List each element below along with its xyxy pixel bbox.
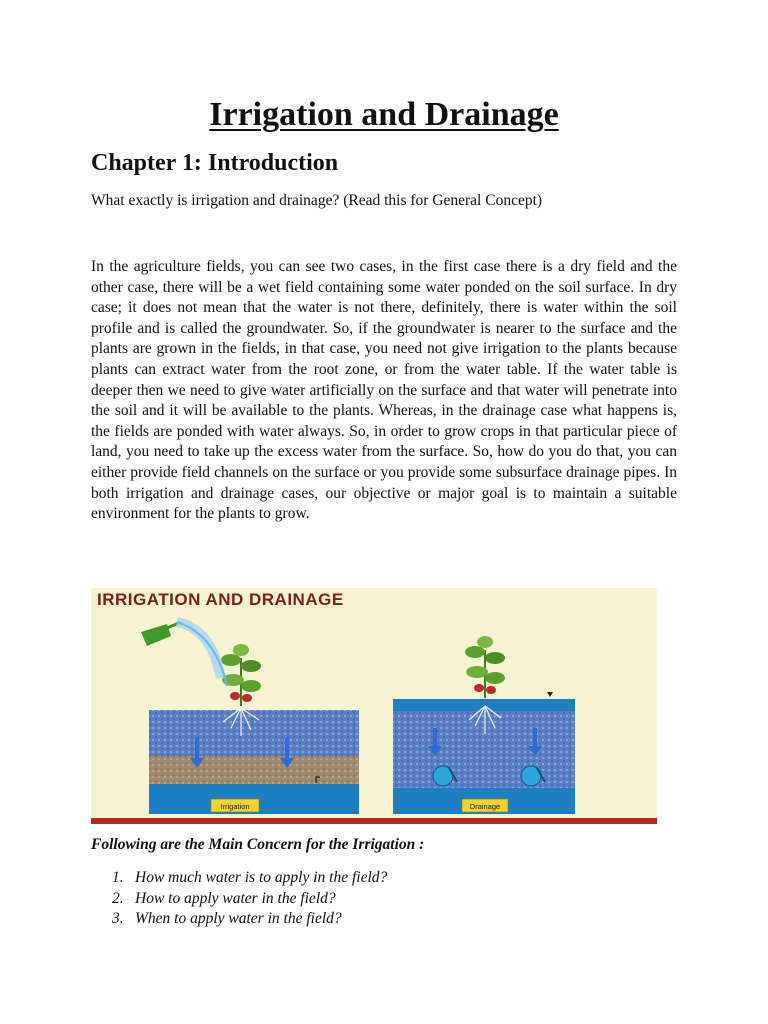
- list-item-number: 1.: [112, 869, 124, 886]
- list-item-text: How much water is to apply in the field?: [135, 869, 388, 886]
- concerns-heading: Following are the Main Concern for the Irrigation :: [91, 836, 425, 853]
- plant-icon: [465, 636, 505, 698]
- figure-banner: IRRIGATION AND DRAINAGE: [97, 590, 344, 609]
- plant-icon: [221, 644, 261, 706]
- irrigation-drainage-figure: [91, 588, 657, 824]
- watering-can-icon: [141, 622, 227, 686]
- list-item-text: How to apply water in the field?: [135, 889, 336, 907]
- irrigation-panel: [141, 622, 359, 814]
- document-title: Irrigation and Drainage: [209, 96, 559, 133]
- list-item: [112, 909, 387, 930]
- drainage-panel: [393, 636, 575, 814]
- irrigation-label: Irrigation: [220, 802, 250, 811]
- drainage-label: Drainage: [469, 802, 501, 811]
- intro-paragraph: In the agriculture fields, you can see two cases, in the first case there is a dry field and the other case, there will be a wet field containing some water ponded on the soil surface. In dry case; it does not mean that the water is not there, definitely, there is water within the soil profile and is called the groundwater. So, if the groundwater is nearer to the surface and the plants are grown in the fields, in that case, you need not give irrigation to the plants because plants can extract water from the root zone, or from the water table. If the water table is deeper then we need to give water artificially on the surface and that water will penetrate into the soil and it will be available to the plants. Whereas, in the drainage case what happens is, the fields are ponded with water always. So, in order to grow crops in that particular piece of land, you need to take up the excess water from the surface. So, how do you do that, you can either provide field channels on the surface or you provide some subsurface drainage pipes. In both irrigation and drainage cases, our objective or major goal is to maintain a suitable environment for the plants to grow.: [91, 258, 677, 523]
- chapter-heading: Chapter 1: Introduction: [91, 150, 339, 176]
- list-item-text: When to apply water in the field?: [135, 910, 342, 927]
- figure-baseline: [91, 818, 657, 824]
- list-item-number: 3.: [112, 910, 124, 927]
- list-item: [112, 868, 387, 889]
- concerns-list: [112, 868, 387, 930]
- list-item-number: 2.: [112, 889, 124, 907]
- list-item: [112, 889, 387, 910]
- intro-question: What exactly is irrigation and drainage? (Read this for General Concept): [91, 192, 543, 209]
